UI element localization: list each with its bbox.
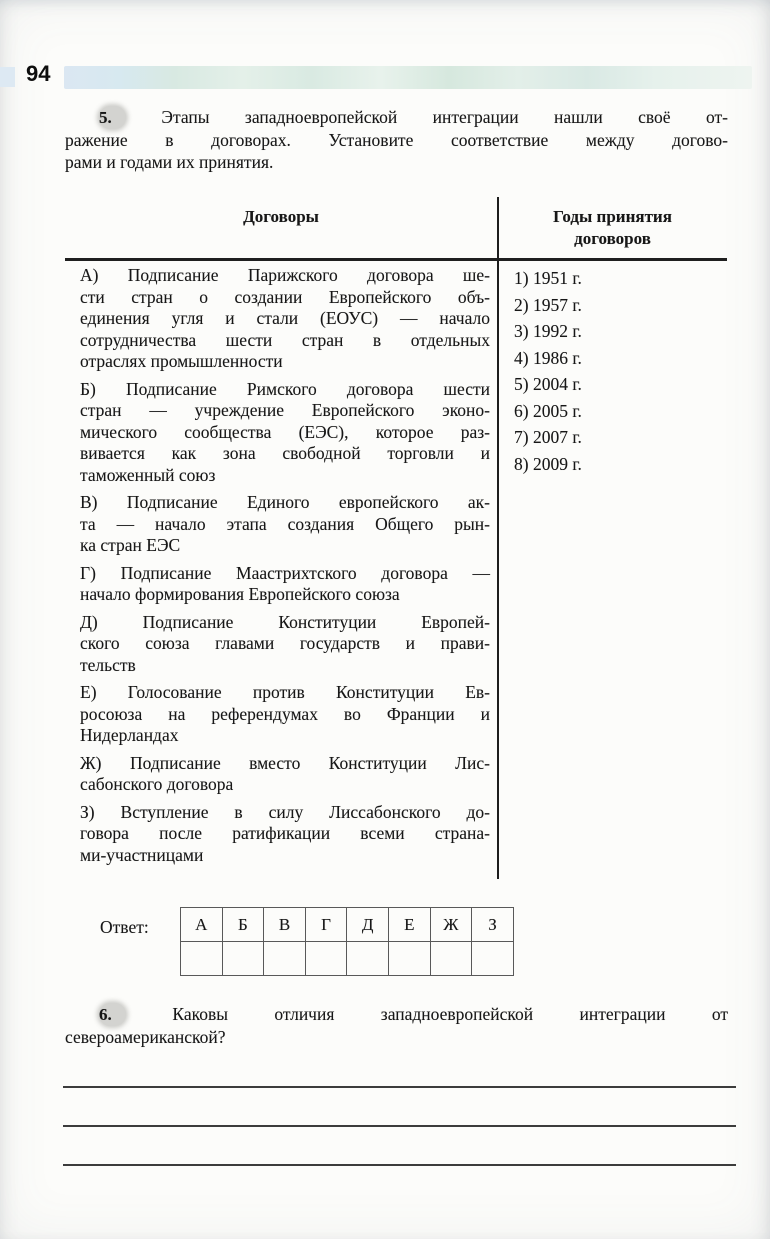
treaty-item-line: Ж) Подписание вместо Конституции Лис- [80, 752, 490, 773]
treaty-item-line: мического сообщества (ЕЭС), которое раз- [80, 421, 490, 442]
treaty-item-line: сти стран о создании Европейского объ- [80, 286, 490, 307]
writing-line[interactable] [63, 1125, 736, 1127]
year-option: 8) 2009 г. [514, 453, 582, 474]
treaty-item-line: ми-участницами [80, 844, 204, 865]
treaty-item [80, 563, 490, 606]
answer-grid-cell[interactable] [222, 942, 264, 976]
writing-line[interactable] [63, 1164, 736, 1166]
question-6 [65, 1003, 728, 1048]
treaty-item-line: единения угля и стали (ЕОУС) — начало [80, 308, 490, 328]
treaty-item [80, 753, 490, 796]
col-header-years [497, 206, 728, 250]
answer-grid-cell[interactable] [472, 942, 514, 976]
matching-table [65, 197, 728, 879]
treaty-item [80, 265, 490, 373]
answer-label: Ответ: [100, 917, 149, 937]
answer-grid-cell[interactable] [264, 942, 306, 976]
year-option: 2) 1957 г. [514, 294, 582, 315]
treaty-item-line: сотрудничества шести стран в отдельных [80, 329, 490, 350]
q5-text-line: рами и годами их принятия. [65, 152, 274, 172]
treaty-item [80, 492, 490, 557]
treaty-item-line: та — начало этапа создания Общего рын- [80, 513, 490, 534]
treaty-item-line: Е) Голосование против Конституции Ев- [80, 682, 490, 702]
q5-text-line: 5. Этапы западноевропейской интеграции нашли своё от- [99, 107, 728, 127]
year-options-column [497, 265, 728, 872]
treaty-item-line: ского союза главами государств и прави- [80, 633, 490, 653]
treaty-item [80, 682, 490, 747]
header-decorative-band [64, 66, 752, 89]
header-rule [65, 258, 727, 261]
treaty-item-line: ка стран ЕЭС [80, 535, 181, 555]
treaty-item-line: З) Вступление в силу Лиссабонского до- [80, 801, 490, 822]
year-option: 1) 1951 г. [514, 268, 582, 288]
treaty-item [80, 612, 490, 677]
answer-grid-letter: В [264, 908, 306, 942]
year-option: 4) 1986 г. [514, 347, 582, 368]
answer-grid-letter: А [181, 908, 223, 942]
question-number-badge: 6. [99, 1003, 126, 1026]
answer-grid-letter: Е [388, 908, 430, 942]
year-option: 6) 2005 г. [514, 400, 582, 421]
q6-text-line: 6. Каковы отличия западноевропейской интеграции от [99, 1004, 728, 1024]
question-number-badge: 5. [99, 106, 126, 129]
treaty-item-line: говора после ратификации всеми страна- [80, 823, 490, 843]
column-divider [497, 197, 499, 879]
answer-grid-value-row [181, 942, 514, 976]
answer-grid-cell[interactable] [305, 942, 347, 976]
writing-line[interactable] [63, 1086, 736, 1088]
answer-grid-letter: Д [347, 908, 389, 942]
treaty-item-line: росоюза на референдумах во Франции и [80, 703, 490, 724]
matching-table-body [65, 250, 728, 872]
treaty-item-line: стран — учреждение Европейского эконо- [80, 400, 490, 420]
treaty-item-line: таможенный союз [80, 464, 216, 485]
answer-grid-header-row [181, 908, 514, 942]
treaty-item-line: Нидерландах [80, 725, 179, 745]
col-header-years-line1: Годы принятия [553, 207, 672, 226]
col-header-treaties: Договоры [243, 207, 319, 226]
page-number: 94 [26, 61, 51, 86]
treaty-item-line: тельств [80, 654, 136, 675]
matching-table-header [65, 197, 728, 250]
answer-grid-cell[interactable] [181, 942, 223, 976]
answer-grid-letter: Б [222, 908, 264, 942]
answer-grid-letter: Ж [430, 908, 472, 942]
answer-grid-cell[interactable] [388, 942, 430, 976]
treaty-item-line: Д) Подписание Конституции Европей- [80, 611, 490, 632]
treaty-item [80, 802, 490, 867]
year-option: 3) 1992 г. [514, 321, 582, 341]
treaty-item-line: А) Подписание Парижского договора ше- [80, 265, 490, 285]
col-header-years-line2: договоров [574, 229, 651, 248]
question-5 [65, 106, 728, 173]
treaty-item-line: отраслях промышленности [80, 351, 283, 371]
year-option: 5) 2004 г. [514, 374, 582, 394]
treaty-items-column [65, 265, 497, 872]
answer-grid-cell[interactable] [430, 942, 472, 976]
treaty-item-line: Г) Подписание Маастрихтского договора — [80, 562, 490, 583]
treaty-item-line: начало формирования Европейского союза [80, 584, 400, 604]
year-option: 7) 2007 г. [514, 427, 582, 447]
treaty-item [80, 379, 490, 487]
treaty-item-line: сабонского договора [80, 774, 234, 794]
answer-grid-letter: З [472, 908, 514, 942]
answer-grid-letter: Г [305, 908, 347, 942]
treaty-item-line: Б) Подписание Римского договора шести [80, 378, 490, 399]
answer-grid-cell[interactable] [347, 942, 389, 976]
treaty-item-line: вивается как зона свободной торговли и [80, 443, 490, 463]
answer-grid [180, 907, 514, 976]
treaty-item-line: В) Подписание Единого европейского ак- [80, 492, 490, 512]
header-band-fleck [0, 67, 15, 87]
q5-text-line: ражение в договорах. Установите соответствие между догово- [65, 130, 728, 150]
q6-text-line: североамериканской? [65, 1027, 226, 1047]
